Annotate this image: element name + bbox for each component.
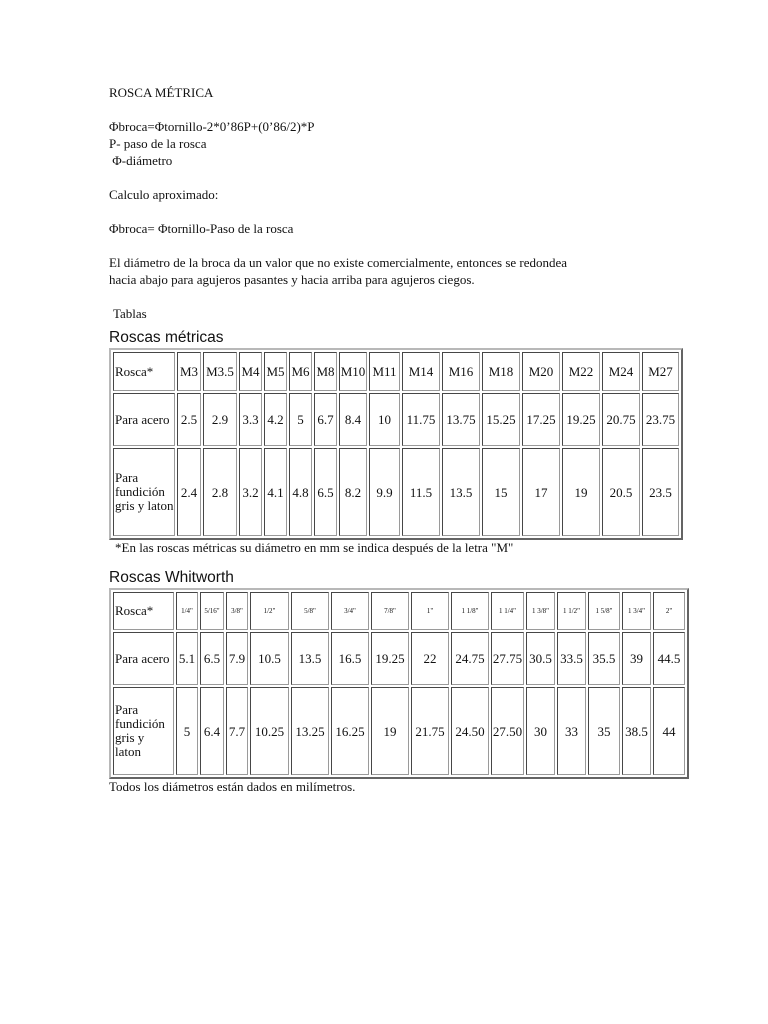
whit-fundicion-cell: 24.50 xyxy=(451,687,489,775)
metric-heading: Roscas métricas xyxy=(109,329,224,346)
whitworth-threads-table xyxy=(109,588,689,779)
metric-acero-cell: 5 xyxy=(289,393,312,446)
whitworth-acero-row xyxy=(113,632,685,685)
whitworth-row-label-rosca: Rosca* xyxy=(113,592,174,630)
metric-fundicion-cell: 23.5 xyxy=(642,448,679,536)
explanation-line-2: hacia abajo para agujeros pasantes y hacia arriba para agujeros ciegos. xyxy=(109,272,475,287)
whit-size-cell: 1 1/8" xyxy=(451,592,489,630)
metric-size-cell: M5 xyxy=(264,352,287,391)
metric-fundicion-cell: 4.1 xyxy=(264,448,287,536)
whit-size-cell: 1" xyxy=(411,592,449,630)
definition-diameter: Φ-diámetro xyxy=(109,153,173,168)
metric-fundicion-cell: 2.8 xyxy=(203,448,237,536)
whit-acero-cell: 6.5 xyxy=(200,632,224,685)
metric-fundicion-cell: 8.2 xyxy=(339,448,367,536)
whit-acero-cell: 30.5 xyxy=(526,632,555,685)
metric-size-cell: M4 xyxy=(239,352,262,391)
explanation-line-1: El diámetro de la broca da un valor que no existe comercialmente, entonces se redondea xyxy=(109,255,568,270)
metric-threads-table xyxy=(109,348,683,540)
metric-size-cell: M14 xyxy=(402,352,440,391)
metric-size-cell: M3 xyxy=(177,352,201,391)
metric-fundicion-row xyxy=(113,448,679,536)
metric-size-cell: M10 xyxy=(339,352,367,391)
metric-acero-cell: 13.75 xyxy=(442,393,480,446)
whitworth-size-row xyxy=(113,592,685,630)
metric-acero-cell: 19.25 xyxy=(562,393,600,446)
whit-acero-cell: 5.1 xyxy=(176,632,198,685)
whit-acero-cell: 44.5 xyxy=(653,632,685,685)
metric-acero-cell: 20.75 xyxy=(602,393,640,446)
metric-size-cell: M11 xyxy=(369,352,400,391)
metric-acero-cell: 2.9 xyxy=(203,393,237,446)
metric-acero-cell: 10 xyxy=(369,393,400,446)
whit-acero-cell: 16.5 xyxy=(331,632,369,685)
whit-size-cell: 7/8" xyxy=(371,592,409,630)
metric-size-cell: M8 xyxy=(314,352,337,391)
whit-size-cell: 2" xyxy=(653,592,685,630)
metric-size-cell: M24 xyxy=(602,352,640,391)
whit-acero-cell: 39 xyxy=(622,632,651,685)
tablas-label: Tablas xyxy=(113,306,147,321)
metric-size-cell: M16 xyxy=(442,352,480,391)
definition-pitch: P- paso de la rosca xyxy=(109,136,207,151)
whit-size-cell: 1 5/8" xyxy=(588,592,620,630)
metric-fundicion-cell: 4.8 xyxy=(289,448,312,536)
metric-fundicion-cell: 20.5 xyxy=(602,448,640,536)
whit-acero-cell: 22 xyxy=(411,632,449,685)
metric-acero-cell: 4.2 xyxy=(264,393,287,446)
whit-fundicion-cell: 38.5 xyxy=(622,687,651,775)
metric-size-row xyxy=(113,352,679,391)
metric-size-cell: M20 xyxy=(522,352,560,391)
whit-acero-cell: 35.5 xyxy=(588,632,620,685)
whit-size-cell: 5/8" xyxy=(291,592,329,630)
whit-acero-cell: 24.75 xyxy=(451,632,489,685)
whit-acero-cell: 10.5 xyxy=(250,632,289,685)
whit-fundicion-cell: 13.25 xyxy=(291,687,329,775)
metric-acero-cell: 3.3 xyxy=(239,393,262,446)
whit-acero-cell: 33.5 xyxy=(557,632,586,685)
whit-acero-cell: 13.5 xyxy=(291,632,329,685)
whit-size-cell: 1/2" xyxy=(250,592,289,630)
metric-size-cell: M27 xyxy=(642,352,679,391)
whit-fundicion-cell: 35 xyxy=(588,687,620,775)
metric-fundicion-cell: 15 xyxy=(482,448,520,536)
approx-formula: Φbroca= Φtornillo-Paso de la rosca xyxy=(109,221,294,236)
whit-acero-cell: 19.25 xyxy=(371,632,409,685)
document-page xyxy=(109,84,709,795)
metric-acero-cell: 23.75 xyxy=(642,393,679,446)
metric-fundicion-cell: 17 xyxy=(522,448,560,536)
whit-fundicion-cell: 19 xyxy=(371,687,409,775)
metric-size-cell: M3.5 xyxy=(203,352,237,391)
whit-fundicion-cell: 21.75 xyxy=(411,687,449,775)
whitworth-row-label-acero: Para acero xyxy=(113,632,174,685)
whit-size-cell: 1 1/4" xyxy=(491,592,524,630)
whit-size-cell: 3/4" xyxy=(331,592,369,630)
whit-fundicion-cell: 10.25 xyxy=(250,687,289,775)
metric-acero-cell: 17.25 xyxy=(522,393,560,446)
whit-fundicion-cell: 16.25 xyxy=(331,687,369,775)
whit-size-cell: 1 3/8" xyxy=(526,592,555,630)
whit-fundicion-cell: 44 xyxy=(653,687,685,775)
metric-size-cell: M18 xyxy=(482,352,520,391)
metric-size-cell: M6 xyxy=(289,352,312,391)
whitworth-fundicion-row xyxy=(113,687,685,775)
metric-acero-cell: 15.25 xyxy=(482,393,520,446)
metric-fundicion-cell: 19 xyxy=(562,448,600,536)
whitworth-row-label-fundicion: Para fundición gris y laton xyxy=(113,687,174,775)
metric-row-label-fundicion: Para fundición gris y laton xyxy=(113,448,175,536)
metric-fundicion-cell: 2.4 xyxy=(177,448,201,536)
whit-fundicion-cell: 30 xyxy=(526,687,555,775)
whitworth-heading: Roscas Whitworth xyxy=(109,569,234,586)
whit-acero-cell: 7.9 xyxy=(226,632,248,685)
metric-size-cell: M22 xyxy=(562,352,600,391)
metric-row-label-acero: Para acero xyxy=(113,393,175,446)
metric-acero-row xyxy=(113,393,679,446)
metric-acero-cell: 8.4 xyxy=(339,393,367,446)
whit-fundicion-cell: 27.50 xyxy=(491,687,524,775)
drill-formula: Φbroca=Φtornillo-2*0’86P+(0’86/2)*P xyxy=(109,119,315,134)
metric-row-label-rosca: Rosca* xyxy=(113,352,175,391)
whitworth-note: Todos los diámetros están dados en milímetros. xyxy=(109,779,356,794)
whit-fundicion-cell: 6.4 xyxy=(200,687,224,775)
metric-acero-cell: 11.75 xyxy=(402,393,440,446)
whit-fundicion-cell: 7.7 xyxy=(226,687,248,775)
whit-size-cell: 5/16" xyxy=(200,592,224,630)
whit-acero-cell: 27.75 xyxy=(491,632,524,685)
metric-fundicion-cell: 6.5 xyxy=(314,448,337,536)
metric-fundicion-cell: 3.2 xyxy=(239,448,262,536)
approx-heading: Calculo aproximado: xyxy=(109,187,219,202)
whit-size-cell: 3/8" xyxy=(226,592,248,630)
metric-fundicion-cell: 13.5 xyxy=(442,448,480,536)
metric-note: *En las roscas métricas su diámetro en mm se indica después de la letra "M" xyxy=(115,540,514,555)
whit-size-cell: 1/4" xyxy=(176,592,198,630)
whit-fundicion-cell: 33 xyxy=(557,687,586,775)
metric-fundicion-cell: 11.5 xyxy=(402,448,440,536)
whit-size-cell: 1 1/2" xyxy=(557,592,586,630)
metric-acero-cell: 2.5 xyxy=(177,393,201,446)
metric-acero-cell: 6.7 xyxy=(314,393,337,446)
page-title: ROSCA MÉTRICA xyxy=(109,85,214,100)
metric-fundicion-cell: 9.9 xyxy=(369,448,400,536)
whit-fundicion-cell: 5 xyxy=(176,687,198,775)
whit-size-cell: 1 3/4" xyxy=(622,592,651,630)
